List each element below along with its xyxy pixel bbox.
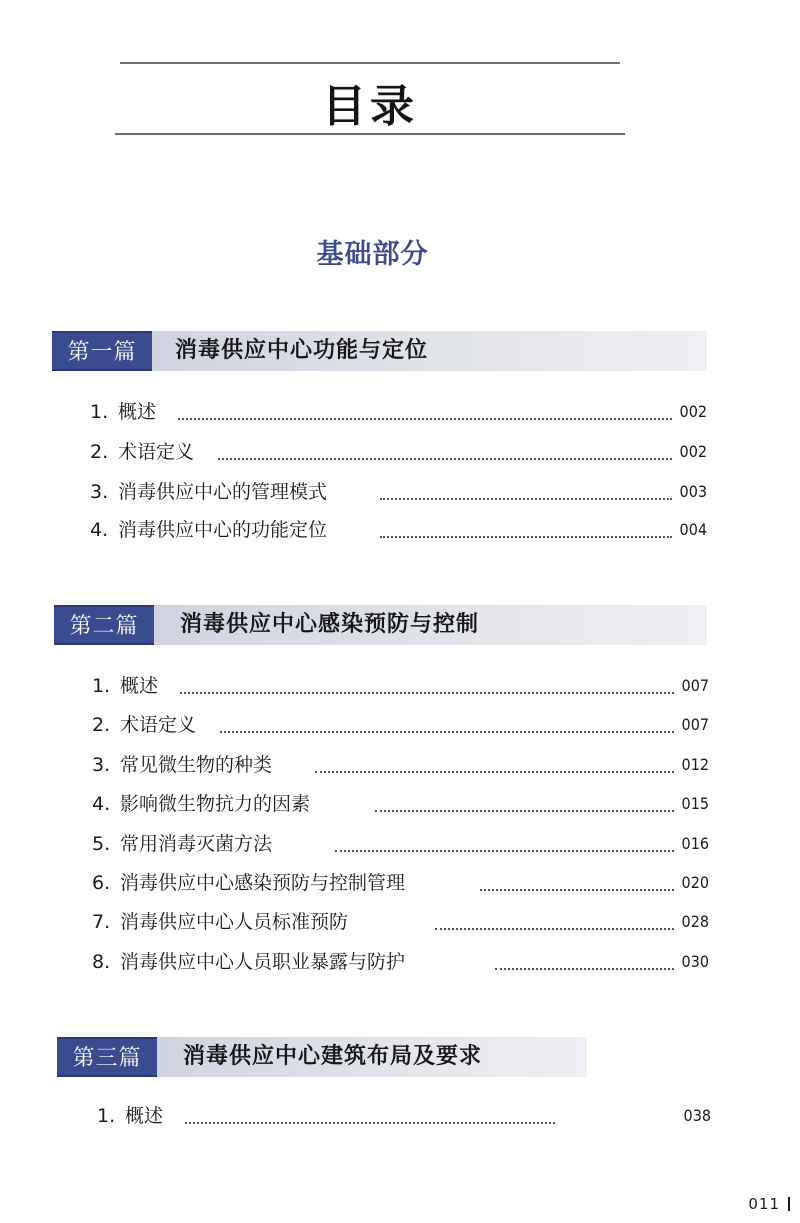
part-name: 消毒供应中心建筑布局及要求 — [183, 1044, 483, 1069]
leader-dots — [380, 498, 672, 500]
part-1 — [0, 331, 800, 371]
entry-number: 6. — [92, 872, 111, 894]
entry-title: 消毒供应中心人员标准预防 — [120, 911, 349, 933]
leader-dots — [218, 458, 672, 460]
toc-entry[interactable] — [0, 789, 800, 819]
section-title: 基础部分 — [316, 239, 429, 270]
top-rule — [120, 62, 620, 64]
toc-entry[interactable] — [0, 710, 800, 740]
entry-number: 1. — [90, 401, 109, 423]
toc-entry[interactable] — [0, 907, 800, 937]
part-header — [0, 331, 800, 371]
part-label: 第一篇 — [52, 331, 152, 371]
leader-dots — [335, 850, 674, 852]
entry-page: 016 — [681, 834, 709, 853]
entry-number: 3. — [90, 481, 109, 503]
page-number-bar — [788, 1197, 790, 1211]
entry-title: 常用消毒灭菌方法 — [120, 833, 273, 855]
entry-number: 2. — [92, 714, 111, 736]
leader-dots — [435, 928, 674, 930]
entry-title: 概述 — [120, 675, 159, 697]
toc-entry[interactable] — [0, 397, 800, 427]
entry-title: 概述 — [118, 401, 157, 423]
leader-dots — [180, 692, 674, 694]
toc-entry[interactable] — [0, 1101, 800, 1131]
entry-title: 概述 — [125, 1105, 164, 1127]
toc-entry[interactable] — [0, 947, 800, 977]
entry-page: 020 — [681, 873, 709, 892]
toc-entry[interactable] — [0, 437, 800, 467]
part-2 — [0, 605, 800, 645]
entry-title: 消毒供应中心的功能定位 — [118, 519, 328, 541]
entry-page: 038 — [683, 1106, 711, 1125]
entry-page: 012 — [681, 755, 709, 774]
leader-dots — [178, 418, 672, 420]
leader-dots — [315, 771, 674, 773]
part-name: 消毒供应中心感染预防与控制 — [180, 612, 480, 637]
entry-page: 015 — [681, 794, 709, 813]
entry-title: 术语定义 — [118, 441, 195, 463]
toc-entry[interactable] — [0, 671, 800, 701]
part-header — [0, 1037, 800, 1077]
leader-dots — [380, 536, 672, 538]
entry-page: 007 — [681, 676, 709, 695]
entry-page: 007 — [681, 715, 709, 734]
entry-page: 002 — [679, 442, 707, 461]
entry-number: 4. — [92, 793, 111, 815]
entry-number: 2. — [90, 441, 109, 463]
part-label: 第三篇 — [57, 1037, 157, 1077]
page-title: 目录 — [322, 81, 418, 132]
entry-title: 术语定义 — [120, 714, 197, 736]
entry-title: 影响微生物抗力的因素 — [120, 793, 311, 815]
part-3 — [0, 1037, 800, 1077]
entry-number: 8. — [92, 951, 111, 973]
entry-number: 5. — [92, 833, 111, 855]
entry-title: 常见微生物的种类 — [120, 754, 273, 776]
leader-dots — [185, 1122, 555, 1124]
toc-entry[interactable] — [0, 515, 800, 545]
entry-page: 002 — [679, 402, 707, 421]
toc-entry[interactable] — [0, 829, 800, 859]
toc-entry[interactable] — [0, 868, 800, 898]
toc-entry[interactable] — [0, 750, 800, 780]
entry-number: 1. — [92, 675, 111, 697]
entry-title: 消毒供应中心的管理模式 — [118, 481, 328, 503]
leader-dots — [220, 731, 674, 733]
entry-number: 7. — [92, 911, 111, 933]
leader-dots — [375, 810, 674, 812]
entry-title: 消毒供应中心人员职业暴露与防护 — [120, 951, 406, 973]
part-label: 第二篇 — [54, 605, 154, 645]
page-number — [748, 1195, 790, 1213]
entry-page: 003 — [679, 482, 707, 501]
part-header — [0, 605, 800, 645]
page-number-text: 011 — [748, 1195, 780, 1213]
entry-title: 消毒供应中心感染预防与控制管理 — [120, 872, 406, 894]
bottom-rule — [115, 133, 625, 135]
leader-dots — [495, 968, 674, 970]
entry-page: 030 — [681, 952, 709, 971]
entry-number: 1. — [97, 1105, 116, 1127]
leader-dots — [480, 889, 674, 891]
entry-page: 004 — [679, 520, 707, 539]
entry-number: 3. — [92, 754, 111, 776]
toc-entry[interactable] — [0, 477, 800, 507]
entry-number: 4. — [90, 519, 109, 541]
entry-page: 028 — [681, 912, 709, 931]
part-name: 消毒供应中心功能与定位 — [175, 338, 429, 363]
